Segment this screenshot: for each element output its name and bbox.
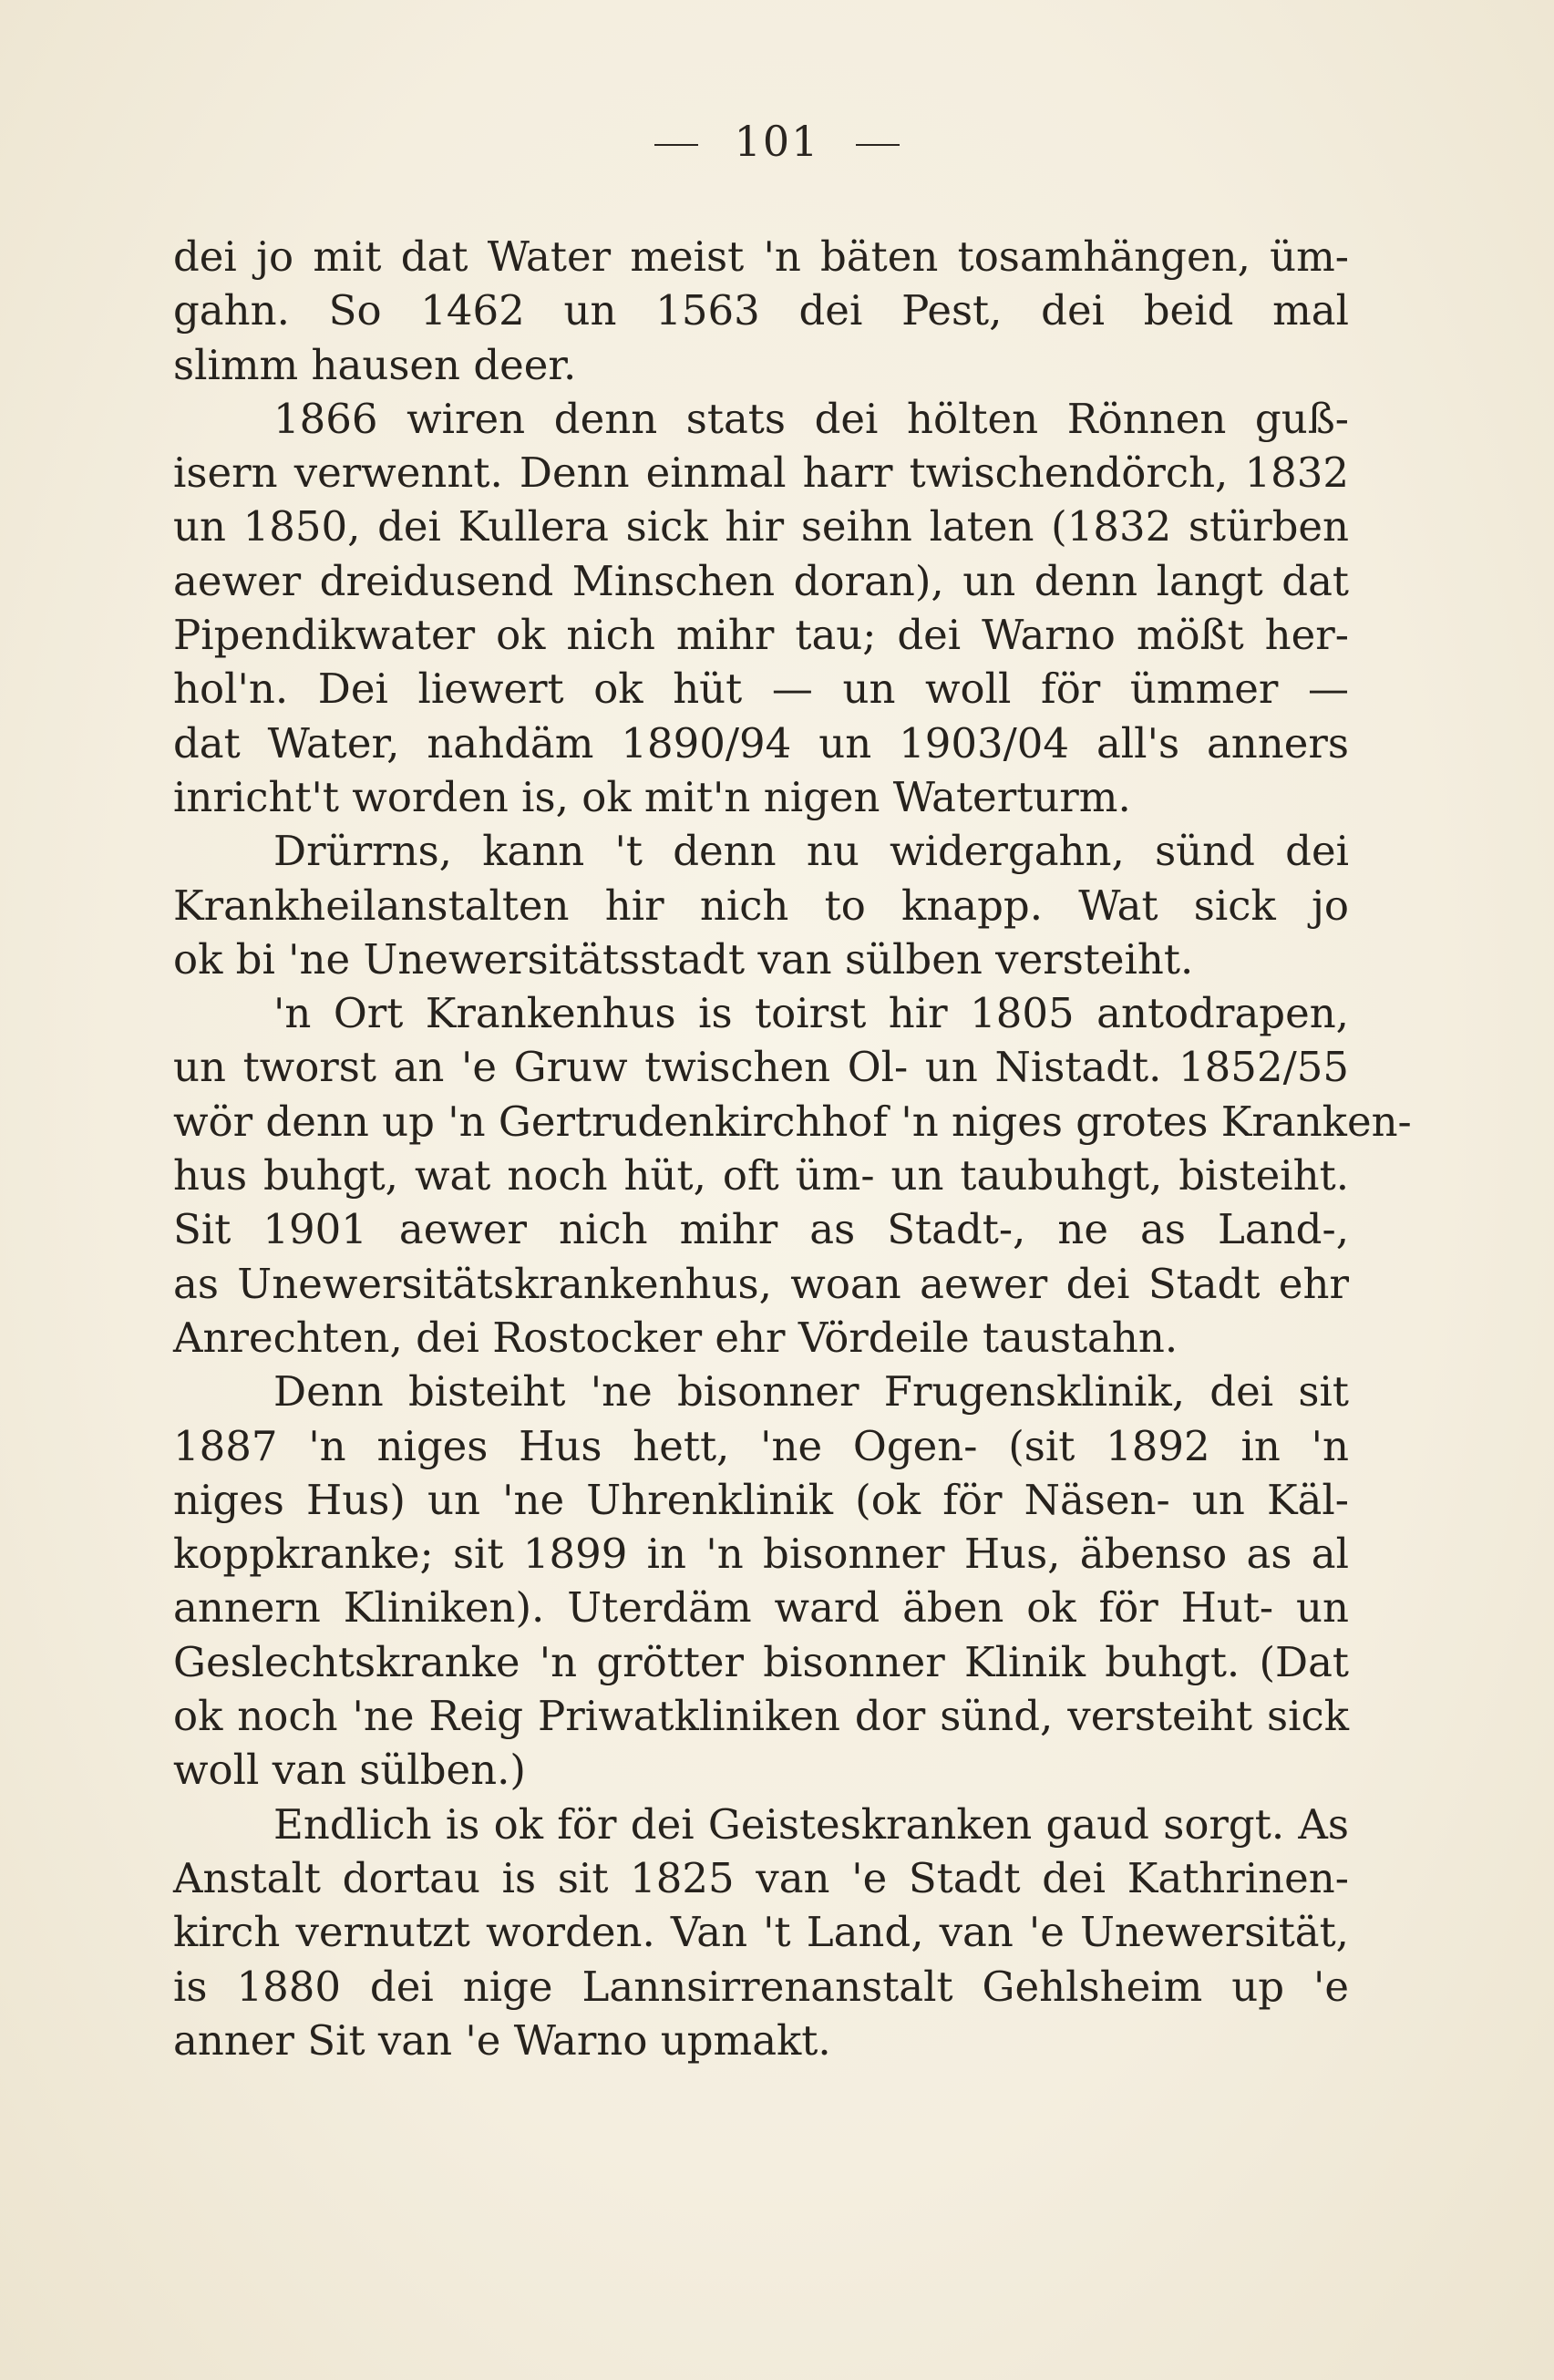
- page-number-header: [0, 117, 1554, 166]
- text-line: inricht't worden is, ok mit'n nigen Waterturm.: [173, 772, 1131, 821]
- page-number: 101: [734, 117, 820, 166]
- text-line: ok noch 'ne Reig Priwatkliniken dor sünd, versteiht sick: [173, 1692, 1349, 1741]
- left-dash: [654, 144, 698, 146]
- text-line: anner Sit van 'e Warno upmakt.: [173, 2015, 831, 2065]
- text-line: niges Hus) un 'ne Uhrenklinik (ok för Näsen- un Käl-: [173, 1475, 1349, 1524]
- text-line: ok bi 'ne Unewersitätsstadt van sülben versteiht.: [173, 934, 1194, 984]
- text-line: kirch vernutzt worden. Van 't Land, van 'e Unewersität,: [173, 1908, 1349, 1957]
- text-line: Denn bisteiht 'ne bisonner Frugensklinik, dei sit: [273, 1367, 1349, 1417]
- text-line: Pipendikwater ok nich mihr tau; dei Warno mößt her-: [173, 611, 1349, 660]
- text-line: koppkranke; sit 1899 in 'n bisonner Hus, äbenso as al: [173, 1530, 1349, 1579]
- text-line: wör denn up 'n Gertrudenkirchhof 'n niges grotes Kranken-: [173, 1097, 1412, 1146]
- text-line: isern verwennt. Denn einmal harr twischendörch, 1832: [173, 448, 1349, 498]
- text-line: un tworst an 'e Gruw twischen Ol- un Nistadt. 1852/55: [173, 1043, 1349, 1092]
- text-line: aewer dreidusend Minschen doran), un denn langt dat: [173, 556, 1349, 605]
- text-line: hol'n. Dei liewert ok hüt — un woll för ümmer —: [173, 665, 1349, 714]
- text-line: Sit 1901 aewer nich mihr as Stadt-, ne as Land-,: [173, 1205, 1349, 1254]
- text-line: un 1850, dei Kullera sick hir seihn laten (1832 stürben: [173, 502, 1349, 551]
- text-line: Anrechten, dei Rostocker ehr Vördeile taustahn.: [173, 1313, 1178, 1362]
- text-line: woll van sülben.): [173, 1746, 526, 1795]
- text-line: hus buhgt, wat noch hüt, oft üm- un taubuhgt, bisteiht.: [173, 1151, 1349, 1200]
- text-line: Endlich is ok för dei Geisteskranken gaud sorgt. As: [273, 1799, 1349, 1849]
- text-line: is 1880 dei nige Lannsirrenanstalt Gehlsheim up 'e: [173, 1962, 1349, 2011]
- text-line: dei jo mit dat Water meist 'n bäten tosamhängen, üm-: [173, 232, 1349, 281]
- text-line: slimm hausen deer.: [173, 340, 577, 389]
- text-line: Geslechtskranke 'n grötter bisonner Klinik buhgt. (Dat: [173, 1637, 1349, 1686]
- text-line: dat Water, nahdäm 1890/94 un 1903/04 all's anners: [173, 718, 1349, 768]
- text-line: gahn. So 1462 un 1563 dei Pest, dei beid mal: [173, 286, 1349, 335]
- right-dash: [856, 144, 900, 146]
- text-line: as Unewersitätskrankenhus, woan aewer dei Stadt ehr: [173, 1259, 1349, 1308]
- text-line: 1887 'n niges Hus hett, 'ne Ogen- (sit 1892 in 'n: [173, 1421, 1349, 1470]
- text-line: Krankheilanstalten hir nich to knapp. Wat sick jo: [173, 881, 1349, 930]
- text-line: Drürrns, kann 't denn nu widergahn, sünd dei: [273, 827, 1349, 876]
- text-line: 'n Ort Krankenhus is toirst hir 1805 antodrapen,: [273, 989, 1349, 1038]
- body-text: [173, 230, 1412, 2067]
- text-line: 1866 wiren denn stats dei hölten Rönnen guß-: [273, 394, 1349, 443]
- text-line: annern Kliniken). Uterdäm ward äben ok för Hut- un: [173, 1583, 1349, 1633]
- text-line: Anstalt dortau is sit 1825 van 'e Stadt dei Kathrinen-: [173, 1853, 1349, 1902]
